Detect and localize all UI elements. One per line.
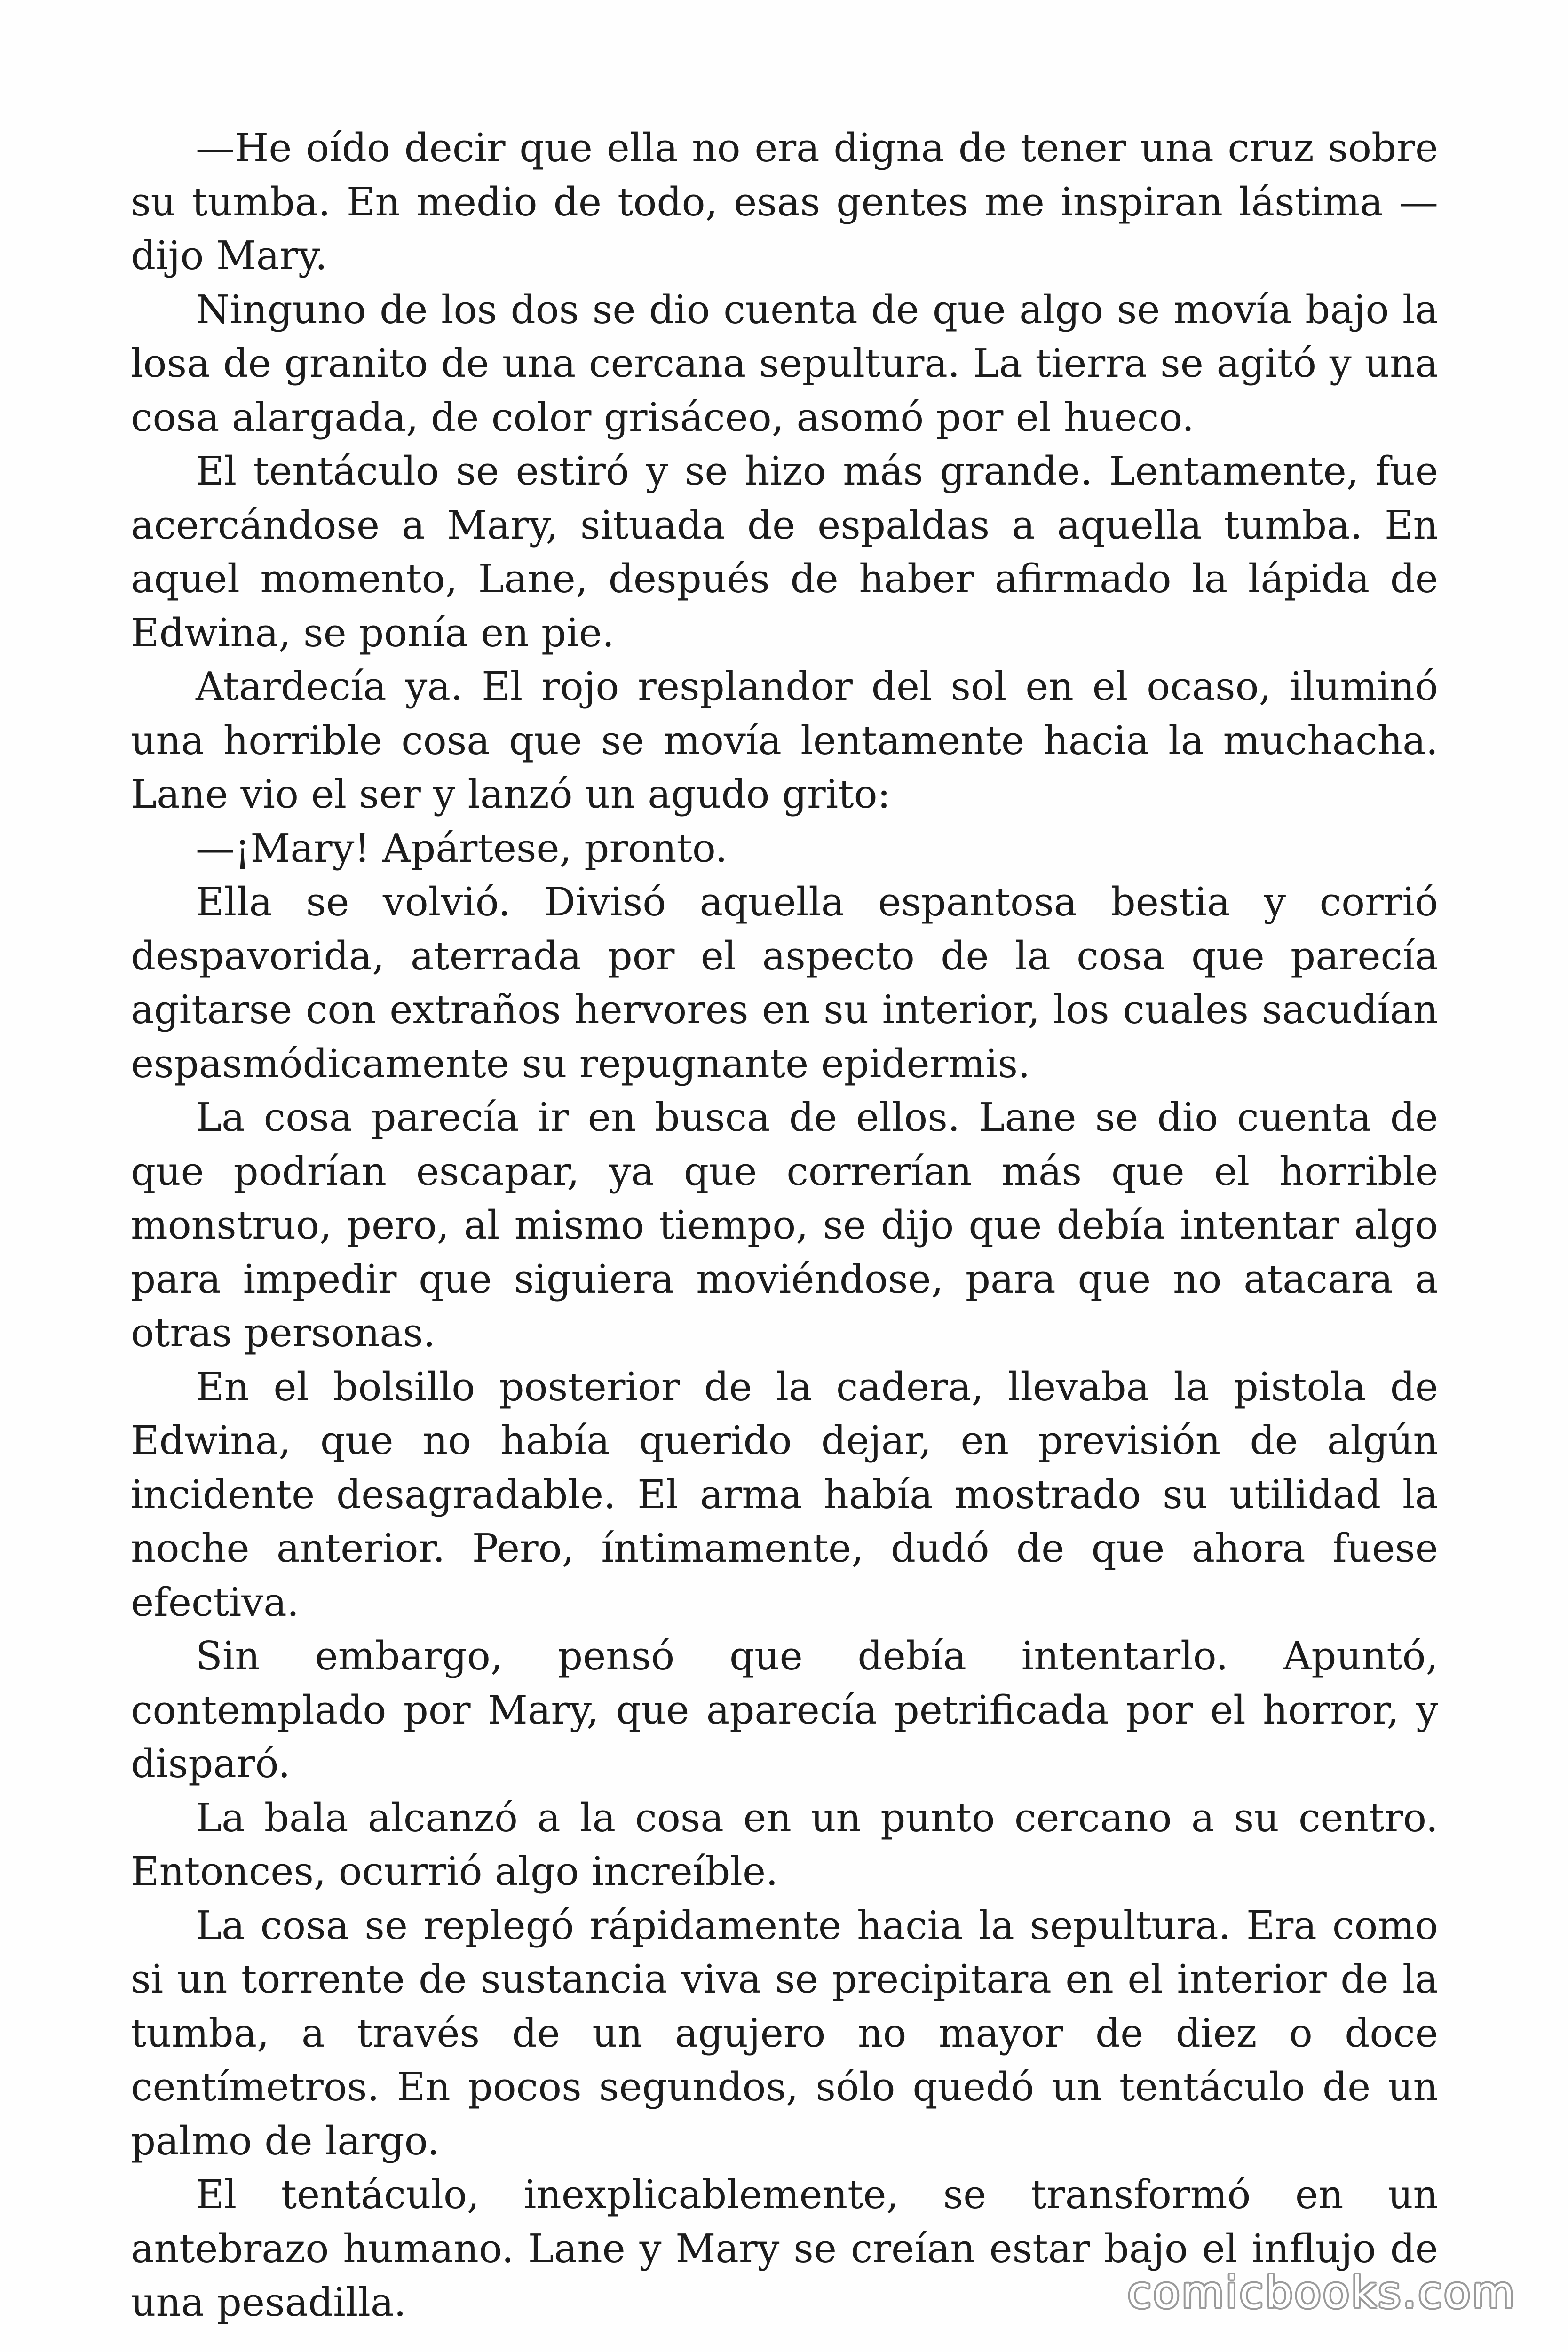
paragraph: En el bolsillo posterior de la cadera, llevaba la pistola de Edwina, que no había querido dejar, en previsión de algún incidente desagradable. El arma había mostrado su utilidad la noche anterior. Pero, íntimamente, dudó de que ahora fuese efectiva. (131, 1364, 1438, 1625)
paragraph: El tentáculo se estiró y se hizo más grande. Lentamente, fue acercándose a Mary, situada de espaldas a aquella tumba. En aquel momento, Lane, después de haber afirmado la lápida de Edwina, se ponía en pie. (131, 448, 1438, 656)
paragraph: La cosa se replegó rápidamente hacia la sepultura. Era como si un torrente de sustancia viva se precipitara en el interior de la tumba, a través de un agujero no mayor de diez o doce centímetros. En pocos segundos, sólo quedó un tentáculo de un palmo de largo. (131, 1902, 1438, 2164)
paragraph: Ninguno de los dos se dio cuenta de que algo se movía bajo la losa de granito de una cercana sepultura. La tierra se agitó y una cosa alargada, de color grisáceo, asomó por el hueco. (131, 286, 1438, 440)
paragraph: El tentáculo, inexplicablemente, se transformó en un antebrazo humano. Lane y Mary se creían estar bajo el influjo de una pesadilla. (131, 2172, 1438, 2325)
paragraph: La bala alcanzó a la cosa en un punto cercano a su centro. Entonces, ocurrió algo increíble. (131, 1795, 1438, 1894)
body-text (131, 121, 1438, 2330)
watermark: comicbooks.com (1127, 2267, 1516, 2318)
paragraph: —He oído decir que ella no era digna de tener una cruz sobre su tumba. En medio de todo, esas gentes me inspiran lástima —dijo Mary. (131, 125, 1438, 278)
paragraph: Ella se volvió. Divisó aquella espantosa bestia y corrió despavorida, aterrada por el aspecto de la cosa que parecía agitarse con extraños hervores en su interior, los cuales sacudían espasmódicamente su repugnante epidermis. (131, 879, 1438, 1087)
paragraph: —¡Mary! Apártese, pronto. (196, 825, 728, 871)
paragraph: Sin embargo, pensó que debía intentarlo. Apuntó, contemplado por Mary, que aparecía petrificada por el horror, y disparó. (131, 1633, 1438, 1787)
paragraph: La cosa parecía ir en busca de ellos. Lane se dio cuenta de que podrían escapar, ya que correrían más que el horrible monstruo, pero, al mismo tiempo, se dijo que debía intentar algo para impedir que siguiera moviéndose, para que no atacara a otras personas. (131, 1095, 1438, 1356)
paragraph: Atardecía ya. El rojo resplandor del sol en el ocaso, iluminó una horrible cosa que se movía lentamente hacia la muchacha. Lane vio el ser y lanzó un agudo grito: (131, 664, 1438, 817)
